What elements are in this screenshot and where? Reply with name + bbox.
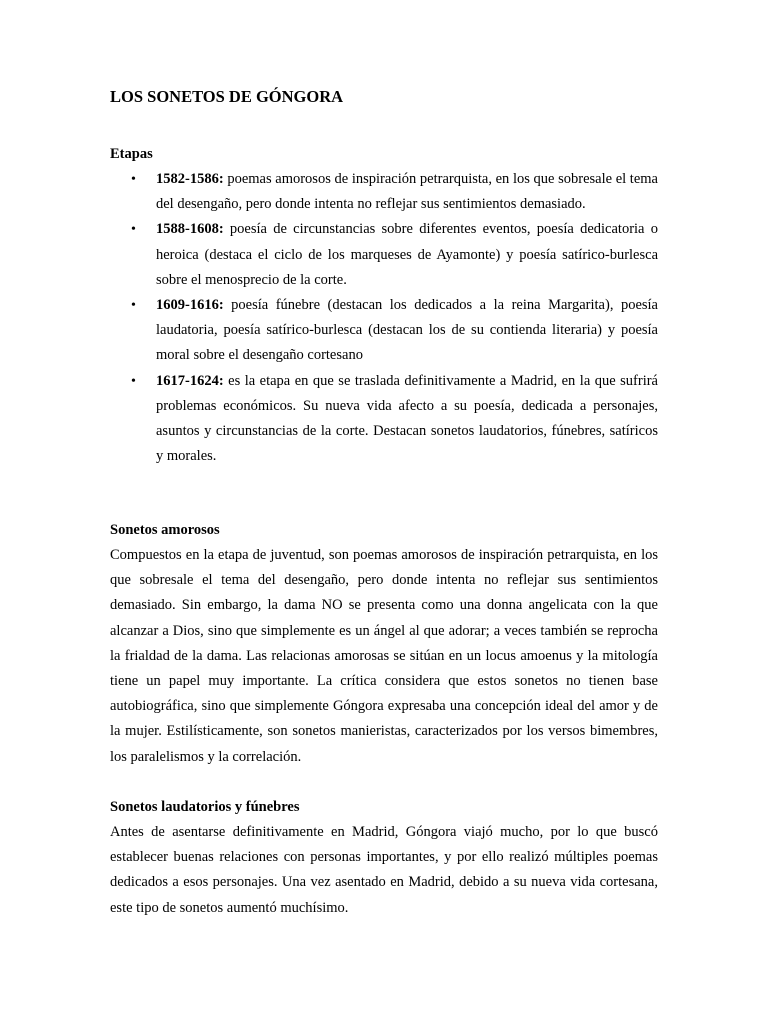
etapa-years: 1617-1624: (156, 372, 224, 389)
etapa-description: poesía fúnebre (destacan los dedicados a la reina Margarita), poesía laudatoria, poesía satírico-burlesca (destacan los de su contienda literaria) y poesía moral sobre el desengaño cortesano (156, 297, 658, 364)
section-paragraph: Compuestos en la etapa de juventud, son poemas amorosos de inspiración petrarquista, en los que sobresale el tema del desengaño, pero donde intenta no reflejar sus sentimientos demasiado. Sin embargo, la dama NO se presenta como una donna angelicata con la que alcanzar a Dios, sino que simplemente es un ángel al que adorar; a veces también se reprocha la frialdad de la dama. Las relacionas amorosas se sitúan en un locus amoenus y la mitología tiene un papel muy importante. La crítica considera que estos sonetos no tienen base autobiográfica, sino que simplemente Góngora expresaba una concepción ideal del amor y de la mujer. Estilísticamente, son sonetos manieristas, caracterizados por los versos bimembres, los paralelismos y la correlación. (110, 547, 658, 765)
etapa-description: poemas amorosos de inspiración petrarquista, en los que sobresale el tema del desengaño, pero donde intenta no reflejar sus sentimientos demasiado. (156, 171, 658, 213)
etapa-years: 1588-1608: (156, 221, 224, 238)
section-sonetos-laudatorios (110, 795, 658, 921)
etapa-description: es la etapa en que se traslada definitivamente a Madrid, en la que sufrirá problemas económicos. Su nueva vida afecto a su poesía, dedicada a personajes, asuntos y circunstancias de la corte. Destacan sonetos laudatorios, fúnebres, satíricos y morales. (156, 372, 658, 465)
section-heading: Sonetos laudatorios y fúnebres (110, 799, 300, 815)
list-item (110, 167, 658, 217)
bullet-icon: • (131, 373, 136, 389)
list-item (110, 217, 658, 293)
page-title: LOS SONETOS DE GÓNGORA (110, 87, 344, 106)
list-item (110, 369, 658, 470)
etapa-description: poesía de circunstancias sobre diferentes eventos, poesía dedicatoria o heroica (destaca el ciclo de los marqueses de Ayamonte) y poesía satírico-burlesca sobre el menosprecio de la corte. (156, 221, 658, 288)
section-paragraph: Antes de asentarse definitivamente en Madrid, Góngora viajó mucho, por lo que buscó establecer buenas relaciones con personas importantes, y por ello realizó múltiples poemas dedicados a esos personajes. Una vez asentado en Madrid, debido a su nueva vida cortesana, este tipo de sonetos aumentó muchísimo. (110, 824, 658, 916)
etapas-heading: Etapas (110, 146, 153, 162)
bullet-icon: • (131, 298, 136, 314)
section-sonetos-amorosos (110, 518, 658, 770)
etapa-years: 1609-1616: (156, 297, 224, 314)
bullet-icon: • (131, 222, 136, 238)
bullet-icon: • (131, 172, 136, 187)
etapa-years: 1582-1586: (156, 171, 224, 187)
list-item (110, 293, 658, 369)
etapas-list (110, 167, 658, 469)
section-heading: Sonetos amorosos (110, 522, 220, 538)
